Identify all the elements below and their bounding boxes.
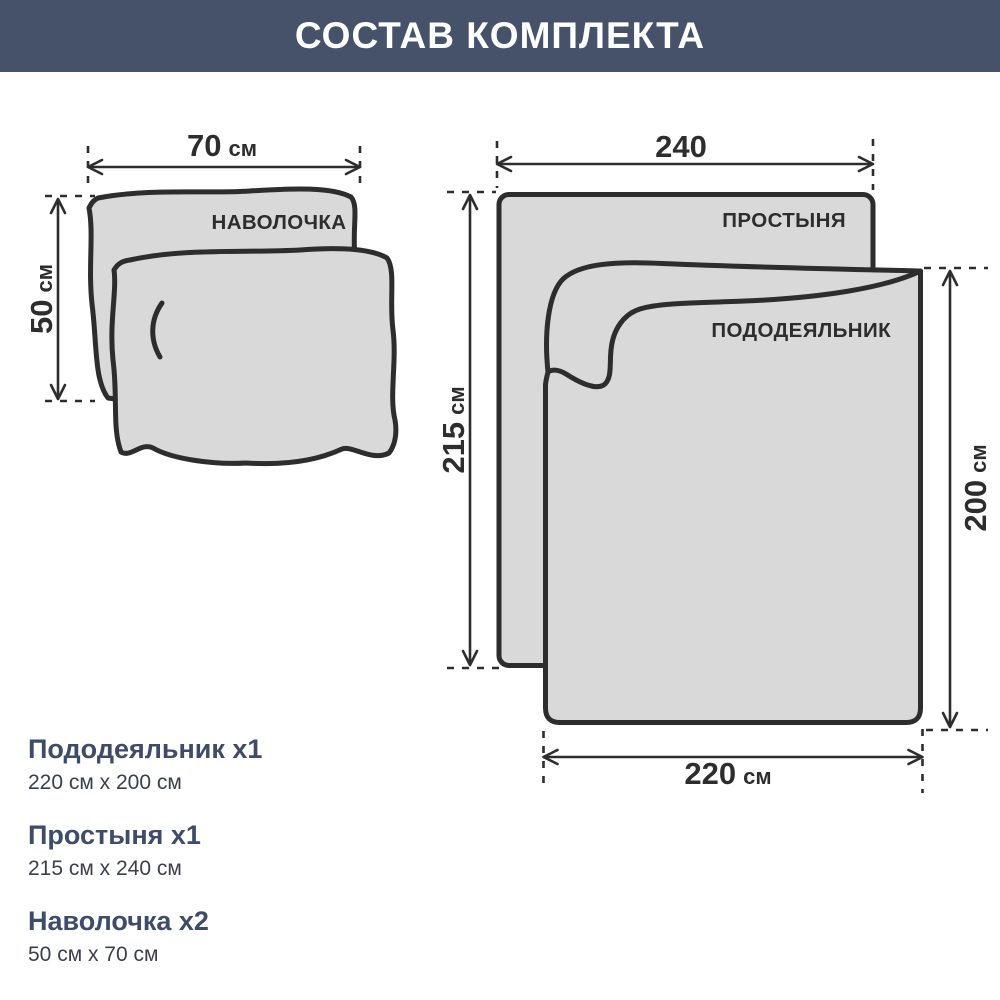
legend	[28, 734, 262, 992]
legend-item-pillowcase	[28, 906, 262, 967]
legend-item-duvet	[28, 734, 262, 795]
duvet-height-label: 200см	[958, 444, 993, 532]
pillow-width-label: 70 см	[187, 128, 257, 163]
duvet-height-dimension	[924, 268, 993, 730]
pillow-label: НАВОЛОЧКА	[211, 211, 347, 234]
sheet-height-label: 215см	[436, 386, 471, 474]
legend-item-title: Наволочка x2	[28, 906, 209, 936]
legend-item-size: 220 см x 200 см	[28, 771, 182, 794]
sheet-width-label: 240	[655, 129, 707, 164]
pillow-height-dimension	[24, 196, 95, 401]
duvet-group	[546, 263, 921, 723]
pillowcase-group	[89, 189, 396, 464]
legend-item-title: Простыня x1	[28, 820, 201, 850]
legend-item-sheet	[28, 820, 262, 881]
legend-item-size: 215 см x 240 см	[28, 857, 182, 880]
sheet-label: ПРОСТЫНЯ	[722, 209, 846, 232]
duvet-width-dimension	[544, 729, 923, 793]
duvet-width-label: 220 см	[684, 756, 772, 791]
duvet-label: ПОДОДЕЯЛЬНИК	[711, 319, 891, 342]
pillow-height-label: 50см	[24, 264, 59, 334]
pillow-width-dimension	[88, 128, 360, 189]
pillow-front-shape	[112, 249, 396, 464]
sheet-height-dimension	[436, 192, 502, 668]
legend-item-title: Пододеяльник x1	[28, 734, 263, 764]
page-title: СОСТАВ КОМПЛЕКТА	[294, 15, 706, 56]
sheet-width-dimension	[497, 129, 873, 190]
legend-item-size: 50 см x 70 см	[28, 943, 159, 966]
